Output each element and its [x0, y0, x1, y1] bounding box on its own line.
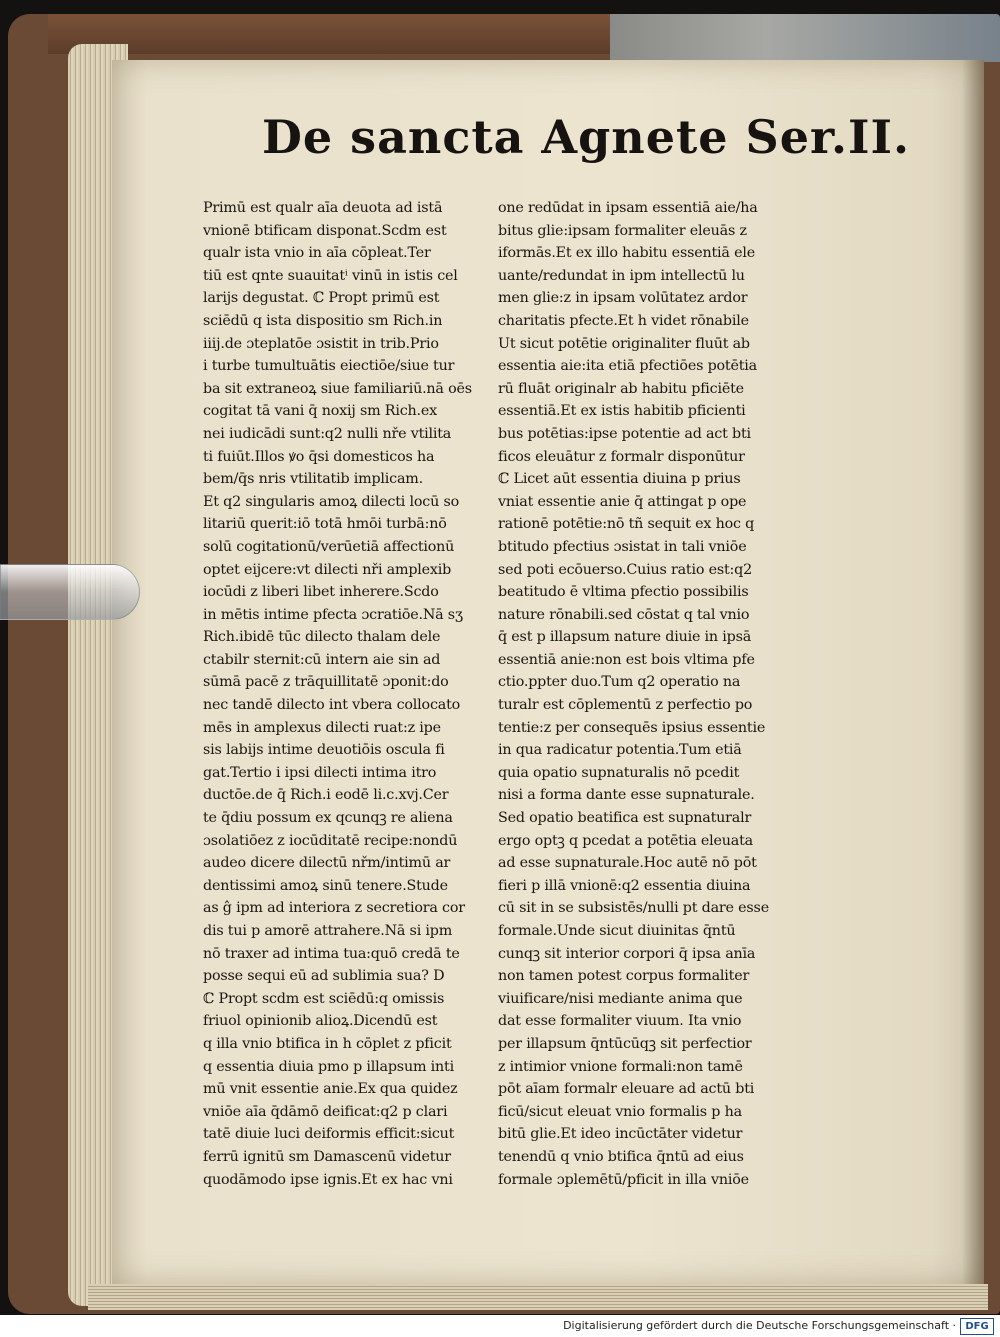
text-line: iiij.de ɔteplatōe ɔsistit in trib.Prio	[203, 335, 439, 352]
text-line: Rich.ibidē tūc dilecto thalam dele	[203, 629, 441, 646]
text-line: iformās.Et ex illo habitu essentiā ele	[498, 245, 755, 262]
text-line: nisi a forma dante esse supnaturale.	[498, 787, 755, 804]
text-line: ctabilr sternit:cū intern aie sin ad	[203, 651, 441, 668]
text-line: Sed opatio beatifica est supnaturalr	[498, 810, 752, 827]
text-line: vniōe aīa q̄dāmō deificat:q2 p clari	[203, 1103, 448, 1120]
text-line: men glie:z in ipsam volūtatez ardor	[498, 290, 748, 307]
text-line: essentiā.Et ex istis habitib pficienti	[498, 403, 746, 420]
text-line: in qua radicatur potentia.Tum etiā	[498, 742, 742, 759]
text-line: viuificare/nisi mediante anima que	[498, 990, 743, 1007]
text-line: cogitat tā vani q̄ noxij sm Rich.ex	[203, 403, 438, 420]
footer	[0, 1315, 1000, 1337]
text-line: ductōe.de q̄ Rich.i eodē li.c.xvj.Cer	[203, 787, 449, 804]
text-line: per illapsum q̄ntūcūqꝫ sit perfectior	[498, 1035, 752, 1052]
leather-cover	[48, 14, 648, 54]
text-line: larijs degustat. ℂ Propt primū est	[203, 290, 440, 307]
text-line: turalr est cōplementū z perfectio po	[498, 697, 753, 714]
text-line: Et q2 singularis amoꝝ dilecti locū so	[203, 493, 459, 510]
text-line: bem/q̄s nris vtilitatib implicam.	[203, 471, 423, 488]
text-line: dentissimi amoꝝ sinū tenere.Stude	[203, 877, 448, 894]
text-line: non tamen potest corpus formaliter	[498, 968, 750, 985]
text-line: essentiā anie:non est bois vltima pfe	[498, 651, 755, 668]
text-line: beatitudo ē vltima pfectio possibilis	[498, 584, 749, 601]
text-line: ficos eleuātur z formalr disponūtur	[498, 448, 745, 465]
text-line: nec tandē dilecto int vbera collocato	[203, 697, 461, 714]
text-line: essentia aie:ita etiā pfectiōes potētia	[498, 358, 757, 375]
text-line: z intimior vnione formali:non tamē	[498, 1058, 743, 1075]
text-line: uante/redundat in ipm intellectū lu	[498, 267, 745, 284]
text-line: gat.Tertio i ipsi dilecti intima itro	[203, 764, 437, 781]
text-line: te q̄diu possum ex qcunqꝫ re aliena	[203, 810, 453, 827]
text-line: formale ɔplemētū/pficit in illa vniōe	[498, 1171, 749, 1188]
text-line: formale.Unde sicut diuinitas q̄ntū	[498, 923, 736, 939]
text-line: sed poti ecōuerso.Cuius ratio est:q2	[498, 561, 752, 578]
text-line: mēs in amplexus dilecti ruat:z ipe	[203, 719, 441, 736]
funding-note: Digitalisierung gefördert durch die Deutsche Forschungsgemeinschaft ·	[563, 1319, 956, 1332]
text-column-left	[203, 197, 513, 1191]
text-line: as ĝ ipm ad interiora z secretiora cor	[203, 900, 465, 917]
text-line: ℂ Propt scdm est sciēdū:q omissis	[203, 990, 445, 1007]
text-column-right	[498, 197, 814, 1191]
text-line: rationē potētie:nō tñ sequit ex hoc q	[498, 516, 755, 533]
text-line: friuol opinionib alioꝝ.Dicendū est	[203, 1013, 438, 1030]
text-line: bus potētias:ipse potentie ad act bti	[498, 425, 751, 442]
text-line: ergo optꝫ q pcedat a potētia eleuata	[498, 832, 753, 849]
text-line: rū fluāt originalr ab habitu pficiēte	[498, 380, 744, 397]
text-line: quodāmodo ipse ignis.Et ex hac vni	[203, 1171, 453, 1188]
text-line: litariū querit:iō totā hmōi turbā:nō	[203, 516, 447, 533]
text-line: btitudo pfectius ɔsistat in tali vniōe	[498, 538, 747, 555]
page-title: De sancta Agnete Ser.II.	[262, 110, 911, 164]
text-line: Primū est qualr aīa deuota ad istā	[203, 200, 443, 216]
text-line: q̄ est p illapsum nature diuie in ipsā	[498, 629, 752, 646]
dfg-logo: DFG	[960, 1318, 994, 1335]
text-line: ficū/sicut eleuat vnio formalis p ha	[498, 1103, 742, 1120]
text-line: ad esse supnaturale.Hoc autē nō pōt	[498, 855, 757, 872]
text-line: tatē diuie luci deiformis efficit:sicut	[203, 1126, 455, 1143]
text-line: sis labijs intime deuotiōis oscula fi	[203, 742, 445, 759]
text-line: ℂ Licet aūt essentia diuina p prius	[498, 471, 741, 488]
text-line: nature rōnabili.sed cōstat q tal vnio	[498, 606, 750, 623]
text-line: nō traxer ad intima tua:quō credā te	[203, 945, 460, 962]
text-line: bitus glie:ipsam formaliter eleuās z	[498, 222, 747, 239]
text-line: sciēdū q ista dispositio sm Rich.in	[203, 312, 443, 329]
text-line: vniat essentie anie q̄ attingat p ope	[498, 493, 747, 510]
page-edges-bottom	[88, 1284, 988, 1310]
text-line: Ut sicut potētie originaliter fluūt ab	[498, 335, 750, 352]
text-line: in mētis intime pfecta ɔcratiōe.Nā sʒ	[203, 606, 463, 623]
text-line: posse sequi eū ad sublimia sua? D	[203, 968, 445, 985]
text-line: solū cogitationū/verūetiā affectionū	[203, 538, 455, 555]
text-line: i turbe tumultuātis eiectiōe/siue tur	[203, 358, 455, 375]
text-line: one redūdat in ipsam essentiā aie/ha	[498, 200, 758, 216]
text-line: bitū glie.Et ideo incūctāter videtur	[498, 1126, 743, 1143]
text-line: qualr ista vnio in aīa cōpleat.Ter	[203, 245, 431, 262]
text-line: tenendū q vnio btifica q̄ntū ad eius	[498, 1148, 744, 1165]
text-line: ɔsolatiōez z iocūditatē recipe:nondū	[203, 832, 458, 849]
text-line: dat esse formaliter viuum. Ita vnio	[498, 1013, 742, 1030]
text-line: ferrū ignitū sm Damascenū videtur	[203, 1148, 451, 1165]
text-line: ba sit extraneoꝝ siue familiariū.nā oēs	[203, 380, 472, 397]
text-line: nei iudicādi sunt:q2 nulli nře vtilita	[203, 425, 452, 442]
text-line: q essentia diuia pmo p illapsum inti	[203, 1058, 454, 1075]
text-line: charitatis pfecte.Et h videt rōnabile	[498, 312, 749, 329]
text-line: cunqꝫ sit interior corpori q̄ ipsa anīa	[498, 945, 756, 962]
text-line: sūmā pacē z trāquillitatē ɔponit:do	[203, 674, 449, 691]
text-line: mū vnit essentie anie.Ex qua quidez	[203, 1081, 458, 1098]
page-gutter	[962, 60, 984, 1284]
text-line: ti fuiūt.Illos ꝟo q̄si domesticos ha	[203, 448, 435, 465]
text-line: dis tui p amorē attrahere.Nā si ipm	[203, 923, 453, 939]
text-line: vnionē btificam disponat.Scdm est	[203, 222, 447, 239]
text-line: ctio.ppter duo.Tum q2 operatio na	[498, 674, 741, 691]
text-line: tiū est qnte suauitatⁱ vinū in istis cel	[203, 267, 458, 284]
text-line: pōt aīam formalr eleuare ad actū bti	[498, 1081, 755, 1098]
page-clip	[0, 564, 140, 620]
cloth-backing	[610, 14, 1000, 62]
text-line: fieri p illā vnionē:q2 essentia diuina	[498, 877, 751, 894]
text-line: q illa vnio btifica in h cōplet z pficit	[203, 1035, 452, 1052]
text-line: iocūdi z liberi libet inherere.Scdo	[203, 584, 439, 601]
text-line: quia opatio supnaturalis nō pcedit	[498, 764, 740, 781]
text-line: cū sit in se subsistēs/nulli pt dare esse	[498, 900, 769, 917]
text-line: optet eijcere:vt dilecti nři amplexib	[203, 561, 452, 578]
text-line: tentie:z per consequēs ipsius essentie	[498, 719, 766, 736]
text-line: audeo dicere dilectū nřm/intimū ar	[203, 855, 451, 872]
